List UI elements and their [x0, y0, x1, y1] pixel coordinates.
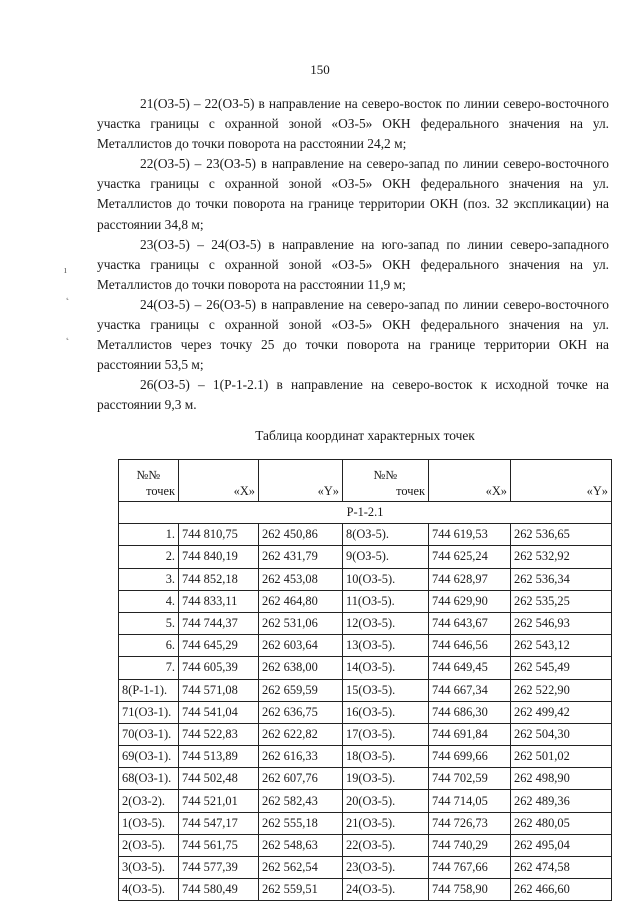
y-value-left: 262 431,79 — [259, 546, 343, 568]
table-row — [119, 723, 612, 745]
y-value-left: 262 450,86 — [259, 524, 343, 546]
x-value-left: 744 577,39 — [179, 857, 259, 879]
y-value-right: 262 536,34 — [511, 568, 612, 590]
y-value-left: 262 559,51 — [259, 879, 343, 901]
header-x-right: «X» — [429, 460, 511, 502]
x-value-left: 744 580,49 — [179, 879, 259, 901]
y-value-left: 262 636,75 — [259, 701, 343, 723]
point-id-right: 16(ОЗ-5). — [343, 701, 429, 723]
header-x-left: «X» — [179, 460, 259, 502]
y-value-right: 262 480,05 — [511, 812, 612, 834]
table-row — [119, 590, 612, 612]
point-id-right: 12(ОЗ-5). — [343, 612, 429, 634]
x-value-left: 744 645,29 — [179, 635, 259, 657]
x-value-right: 744 629,90 — [429, 590, 511, 612]
point-id-left: 3. — [119, 568, 179, 590]
point-id-right: 13(ОЗ-5). — [343, 635, 429, 657]
header-points-left — [119, 460, 179, 502]
paragraph: 24(ОЗ-5) – 26(ОЗ-5) в направление на северо-запад по линии северо-восточного участка границы с охранной зоной «ОЗ-5» ОКН федерального значения на ул. Металлистов через точку 25 до точки поворота на границе территории ОКН на расстоянии 53,5 м; — [97, 296, 609, 373]
paragraph: 22(ОЗ-5) – 23(ОЗ-5) в направление на северо-запад по линии северо-восточного участка границы с охранной зоной «ОЗ-5» ОКН федерального значения на ул. Металлистов до точки поворота на границе территории ОКН (поз. 32 экспликации) на расстоянии 34,8 м; — [97, 156, 609, 232]
table-row — [119, 701, 612, 723]
y-value-left: 262 453,08 — [259, 568, 343, 590]
y-value-right: 262 532,92 — [511, 546, 612, 568]
x-value-left: 744 810,75 — [179, 524, 259, 546]
point-id-left: 68(ОЗ-1). — [119, 768, 179, 790]
table-row — [119, 657, 612, 679]
point-id-left: 2. — [119, 546, 179, 568]
point-id-left: 70(ОЗ-1). — [119, 723, 179, 745]
point-id-right: 20(ОЗ-5). — [343, 790, 429, 812]
y-value-left: 262 562,54 — [259, 857, 343, 879]
y-value-right: 262 489,36 — [511, 790, 612, 812]
y-value-left: 262 464,80 — [259, 590, 343, 612]
point-id-right: 17(ОЗ-5). — [343, 723, 429, 745]
point-id-right: 23(ОЗ-5). — [343, 857, 429, 879]
y-value-right: 262 545,49 — [511, 657, 612, 679]
y-value-left: 262 531,06 — [259, 612, 343, 634]
y-value-right: 262 495,04 — [511, 834, 612, 856]
y-value-left: 262 555,18 — [259, 812, 343, 834]
x-value-right: 744 628,97 — [429, 568, 511, 590]
paragraph: 23(ОЗ-5) – 24(ОЗ-5) в направление на юго-запад по линии северо-западного участка границы с охранной зоной «ОЗ-5» ОКН федерального значения на ул. Металлистов до точки поворота на расстоянии 11,9 м; — [97, 236, 609, 292]
point-id-right: 24(ОЗ-5). — [343, 879, 429, 901]
x-value-right: 744 740,29 — [429, 834, 511, 856]
table-row — [119, 768, 612, 790]
y-value-right: 262 498,90 — [511, 768, 612, 790]
point-id-left: 3(ОЗ-5). — [119, 857, 179, 879]
x-value-right: 744 625,24 — [429, 546, 511, 568]
x-value-right: 744 691,84 — [429, 723, 511, 745]
point-id-left: 6. — [119, 635, 179, 657]
y-value-right: 262 499,42 — [511, 701, 612, 723]
point-id-right: 10(ОЗ-5). — [343, 568, 429, 590]
x-value-left: 744 833,11 — [179, 590, 259, 612]
point-id-left: 2(ОЗ-5). — [119, 834, 179, 856]
margin-mark: ı — [64, 265, 67, 276]
y-value-right: 262 522,90 — [511, 679, 612, 701]
paragraph: 21(ОЗ-5) – 22(ОЗ-5) в направление на северо-восток по линии северо-восточного участка границы с охранной зоной «ОЗ-5» ОКН федерального значения на ул. Металлистов до точки поворота на расстоянии 24,2 м; — [97, 96, 609, 152]
point-id-left: 4. — [119, 590, 179, 612]
table-header-row — [119, 460, 612, 502]
point-id-left: 2(ОЗ-2). — [119, 790, 179, 812]
header-points-line1: №№ — [373, 468, 398, 482]
table-row — [119, 635, 612, 657]
table-row — [119, 790, 612, 812]
x-value-left: 744 502,48 — [179, 768, 259, 790]
table-row — [119, 568, 612, 590]
x-value-left: 744 744,37 — [179, 612, 259, 634]
y-value-left: 262 659,59 — [259, 679, 343, 701]
table-row — [119, 612, 612, 634]
point-id-left: 69(ОЗ-1). — [119, 746, 179, 768]
x-value-left: 744 571,08 — [179, 679, 259, 701]
header-points-right — [343, 460, 429, 502]
y-value-right: 262 504,30 — [511, 723, 612, 745]
x-value-right: 744 758,90 — [429, 879, 511, 901]
table-group-row — [119, 502, 612, 524]
table-row — [119, 834, 612, 856]
y-value-right: 262 546,93 — [511, 612, 612, 634]
y-value-right: 262 543,12 — [511, 635, 612, 657]
x-value-left: 744 513,89 — [179, 746, 259, 768]
x-value-right: 744 686,30 — [429, 701, 511, 723]
table-title: Таблица координат характерных точек — [255, 428, 475, 443]
x-value-right: 744 667,34 — [429, 679, 511, 701]
x-value-right: 744 699,66 — [429, 746, 511, 768]
header-y-left: «Y» — [259, 460, 343, 502]
point-id-right: 18(ОЗ-5). — [343, 746, 429, 768]
y-value-right: 262 474,58 — [511, 857, 612, 879]
point-id-left: 1(ОЗ-5). — [119, 812, 179, 834]
paragraph: 26(ОЗ-5) – 1(Р-1-2.1) в направление на северо-восток к исходной точке на расстоянии 9,3 м. — [97, 377, 609, 413]
x-value-right: 744 702,59 — [429, 768, 511, 790]
x-value-left: 744 561,75 — [179, 834, 259, 856]
point-id-right: 15(ОЗ-5). — [343, 679, 429, 701]
margin-mark: ˛ — [66, 330, 70, 341]
table-row — [119, 546, 612, 568]
table-row — [119, 679, 612, 701]
x-value-right: 744 649,45 — [429, 657, 511, 679]
point-id-right: 8(ОЗ-5). — [343, 524, 429, 546]
x-value-left: 744 541,04 — [179, 701, 259, 723]
table-row — [119, 524, 612, 546]
x-value-right: 744 714,05 — [429, 790, 511, 812]
page-number: 150 — [310, 62, 330, 77]
table-row — [119, 746, 612, 768]
header-y-right: «Y» — [511, 460, 612, 502]
x-value-left: 744 840,19 — [179, 546, 259, 568]
table-row — [119, 879, 612, 901]
point-id-right: 22(ОЗ-5). — [343, 834, 429, 856]
x-value-left: 744 852,18 — [179, 568, 259, 590]
header-points-line2: точек — [396, 484, 425, 498]
y-value-left: 262 616,33 — [259, 746, 343, 768]
x-value-left: 744 547,17 — [179, 812, 259, 834]
y-value-right: 262 501,02 — [511, 746, 612, 768]
x-value-right: 744 643,67 — [429, 612, 511, 634]
point-id-right: 11(ОЗ-5). — [343, 590, 429, 612]
y-value-left: 262 607,76 — [259, 768, 343, 790]
group-label: Р-1-2.1 — [119, 502, 612, 524]
point-id-right: 14(ОЗ-5). — [343, 657, 429, 679]
x-value-left: 744 521,01 — [179, 790, 259, 812]
y-value-left: 262 582,43 — [259, 790, 343, 812]
point-id-left: 71(ОЗ-1). — [119, 701, 179, 723]
table-row — [119, 812, 612, 834]
y-value-right: 262 535,25 — [511, 590, 612, 612]
point-id-left: 4(ОЗ-5). — [119, 879, 179, 901]
x-value-right: 744 726,73 — [429, 812, 511, 834]
coordinates-table — [118, 459, 612, 901]
header-points-line1: №№ — [136, 468, 161, 482]
y-value-left: 262 603,64 — [259, 635, 343, 657]
point-id-left: 1. — [119, 524, 179, 546]
point-id-right: 21(ОЗ-5). — [343, 812, 429, 834]
y-value-left: 262 548,63 — [259, 834, 343, 856]
x-value-left: 744 522,83 — [179, 723, 259, 745]
y-value-left: 262 638,00 — [259, 657, 343, 679]
y-value-left: 262 622,82 — [259, 723, 343, 745]
table-row — [119, 857, 612, 879]
x-value-right: 744 646,56 — [429, 635, 511, 657]
y-value-right: 262 536,65 — [511, 524, 612, 546]
point-id-left: 7. — [119, 657, 179, 679]
x-value-right: 744 767,66 — [429, 857, 511, 879]
point-id-left: 5. — [119, 612, 179, 634]
margin-mark: ˛ — [66, 290, 70, 301]
body-text — [97, 94, 609, 416]
header-points-line2: точек — [146, 484, 175, 498]
point-id-right: 9(ОЗ-5). — [343, 546, 429, 568]
y-value-right: 262 466,60 — [511, 879, 612, 901]
x-value-right: 744 619,53 — [429, 524, 511, 546]
point-id-right: 19(ОЗ-5). — [343, 768, 429, 790]
point-id-left: 8(Р-1-1). — [119, 679, 179, 701]
x-value-left: 744 605,39 — [179, 657, 259, 679]
